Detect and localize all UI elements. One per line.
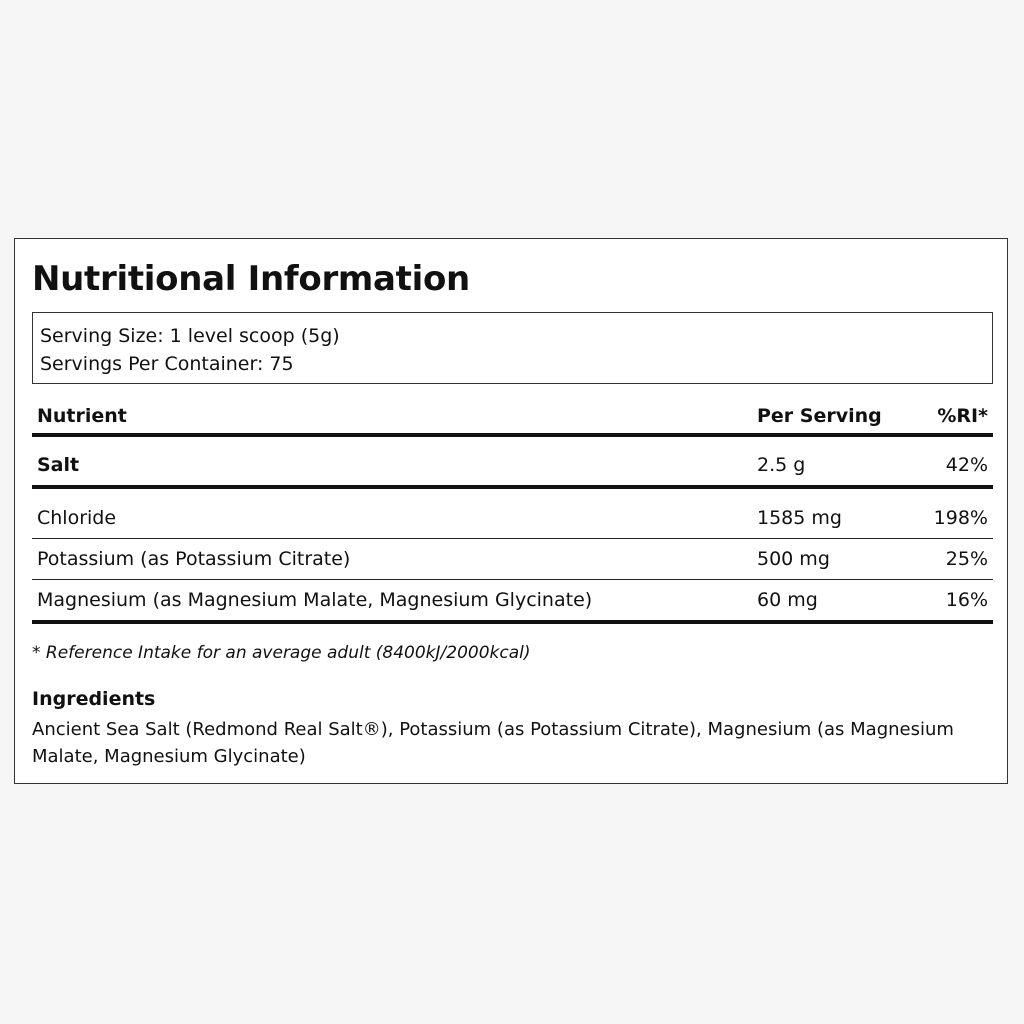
serving-info-box (32, 312, 993, 384)
nutrition-panel (14, 238, 1008, 784)
row-nutrient: Magnesium (as Magnesium Malate, Magnesium Glycinate) (37, 589, 593, 611)
row-ri: 16% (945, 589, 988, 611)
row-per-serving: 60 mg (757, 589, 818, 611)
row-per-serving: 500 mg (757, 548, 830, 570)
table-header (32, 401, 993, 437)
table-row-magnesium (32, 580, 993, 624)
header-per-serving: Per Serving (757, 405, 882, 427)
row-per-serving: 1585 mg (757, 507, 842, 529)
row-ri: 42% (945, 454, 988, 476)
table-row-potassium (32, 539, 993, 580)
ingredients-text: Ancient Sea Salt (Redmond Real Salt®), Potassium (as Potassium Citrate), Magnesium (as Magnesium Malate, Magnesium Glycinate) (32, 719, 954, 767)
ingredients-title: Ingredients (32, 688, 156, 710)
row-nutrient: Potassium (as Potassium Citrate) (37, 548, 351, 570)
row-per-serving: 2.5 g (757, 454, 806, 476)
table-row-salt (32, 441, 993, 489)
row-ri: 25% (945, 548, 988, 570)
row-ri: 198% (933, 507, 988, 529)
serving-size: Serving Size: 1 level scoop (5g) (40, 325, 340, 347)
panel-title: Nutritional Information (32, 259, 470, 299)
row-nutrient: Chloride (37, 507, 117, 529)
header-ri: %RI* (937, 405, 988, 427)
reference-intake-footnote: * Reference Intake for an average adult (8400kJ/2000kcal) (32, 643, 531, 663)
servings-per-container: Servings Per Container: 75 (40, 353, 294, 375)
header-nutrient: Nutrient (37, 405, 127, 427)
row-nutrient: Salt (37, 454, 80, 476)
table-row-chloride (32, 493, 993, 539)
